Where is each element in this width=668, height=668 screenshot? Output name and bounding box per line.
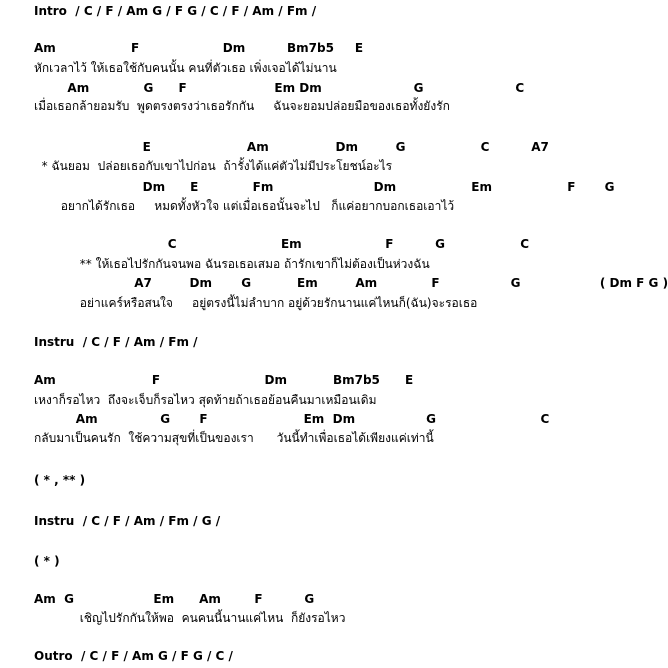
ending-chords: Am G Em Am F G — [34, 592, 315, 606]
verse2-lyrics-2: กลับมาเป็นคนรัก ใช้ความสุขที่เป็นของเรา วันนี้ทำเพื่อเธอได้เพียงแค่เท่านี้ — [34, 431, 434, 445]
chorus-lyrics-2: อยากได้รักเธอ หมดทั้งหัวใจ แต่เมื่อเธอนั้นจะไป ก็แค่อยากบอกเธอเอาไว้ — [34, 199, 455, 213]
ending-lyrics: เชิญไปรักกันให้พอ คนคนนี้นานแค่ไหน ก็ยังรอไหว — [34, 611, 346, 625]
instru-line-2: Instru / C / F / Am / Fm / G / — [34, 514, 221, 528]
verse2-chords-2: Am G F Em Dm G C — [34, 412, 550, 426]
chorus-chords-2: Dm E Fm Dm Em F G — [34, 180, 615, 194]
prechorus-chords-1: C Em F G C — [34, 237, 530, 251]
verse1-lyrics-1: หักเวลาไว้ ให้เธอใช้กับคนนั้น คนที่ตัวเธอ เพิ่งเจอได้ไม่นาน — [34, 61, 337, 75]
verse1-lyrics-2: เมื่อเธอกล้ายอมรับ พูดตรงตรงว่าเธอรักกัน ฉันจะยอมปล่อยมือของเธอทั้งยังรัก — [34, 99, 450, 113]
chorus-chords-1: E Am Dm G C A7 — [34, 140, 549, 154]
prechorus-chords-2: A7 Dm G Em Am F G ( Dm F G ) — [34, 276, 668, 290]
verse2-chords-1: Am F Dm Bm7b5 E — [34, 373, 414, 387]
outro-line: Outro / C / F / Am G / F G / C / — [34, 649, 233, 663]
verse2-lyrics-1: เหงาก็รอไหว ถึงจะเจ็บก็รอไหว สุดท้ายถ้าเธอย้อนคืนมาเหมือนเดิม — [34, 393, 377, 407]
chorus-lyrics-1: * ฉันยอม ปล่อยเธอกับเขาไปก่อน ถ้ารั้งได้แค่ตัวไม่มีประโยชน์อะไร — [34, 159, 393, 173]
verse1-chords-1: Am F Dm Bm7b5 E — [34, 41, 364, 55]
repeat-marker-1: ( * , ** ) — [34, 473, 86, 487]
intro-line: Intro / C / F / Am G / F G / C / F / Am / Fm / — [34, 4, 317, 18]
prechorus-lyrics-1: ** ให้เธอไปรักกันจนพอ ฉันรอเธอเสมอ ถ้ารักเขาก็ไม่ต้องเป็นห่วงฉัน — [34, 257, 430, 271]
verse1-chords-2: Am G F Em Dm G C — [34, 81, 525, 95]
instru-line-1: Instru / C / F / Am / Fm / — [34, 335, 198, 349]
prechorus-lyrics-2: อย่าแคร์หรือสนใจ อยู่ตรงนี้ไม่ลำบาก อยู่ด้วยรักนานแค่ไหนก็(ฉัน)จะรอเธอ — [34, 296, 478, 310]
repeat-marker-2: ( * ) — [34, 554, 60, 568]
